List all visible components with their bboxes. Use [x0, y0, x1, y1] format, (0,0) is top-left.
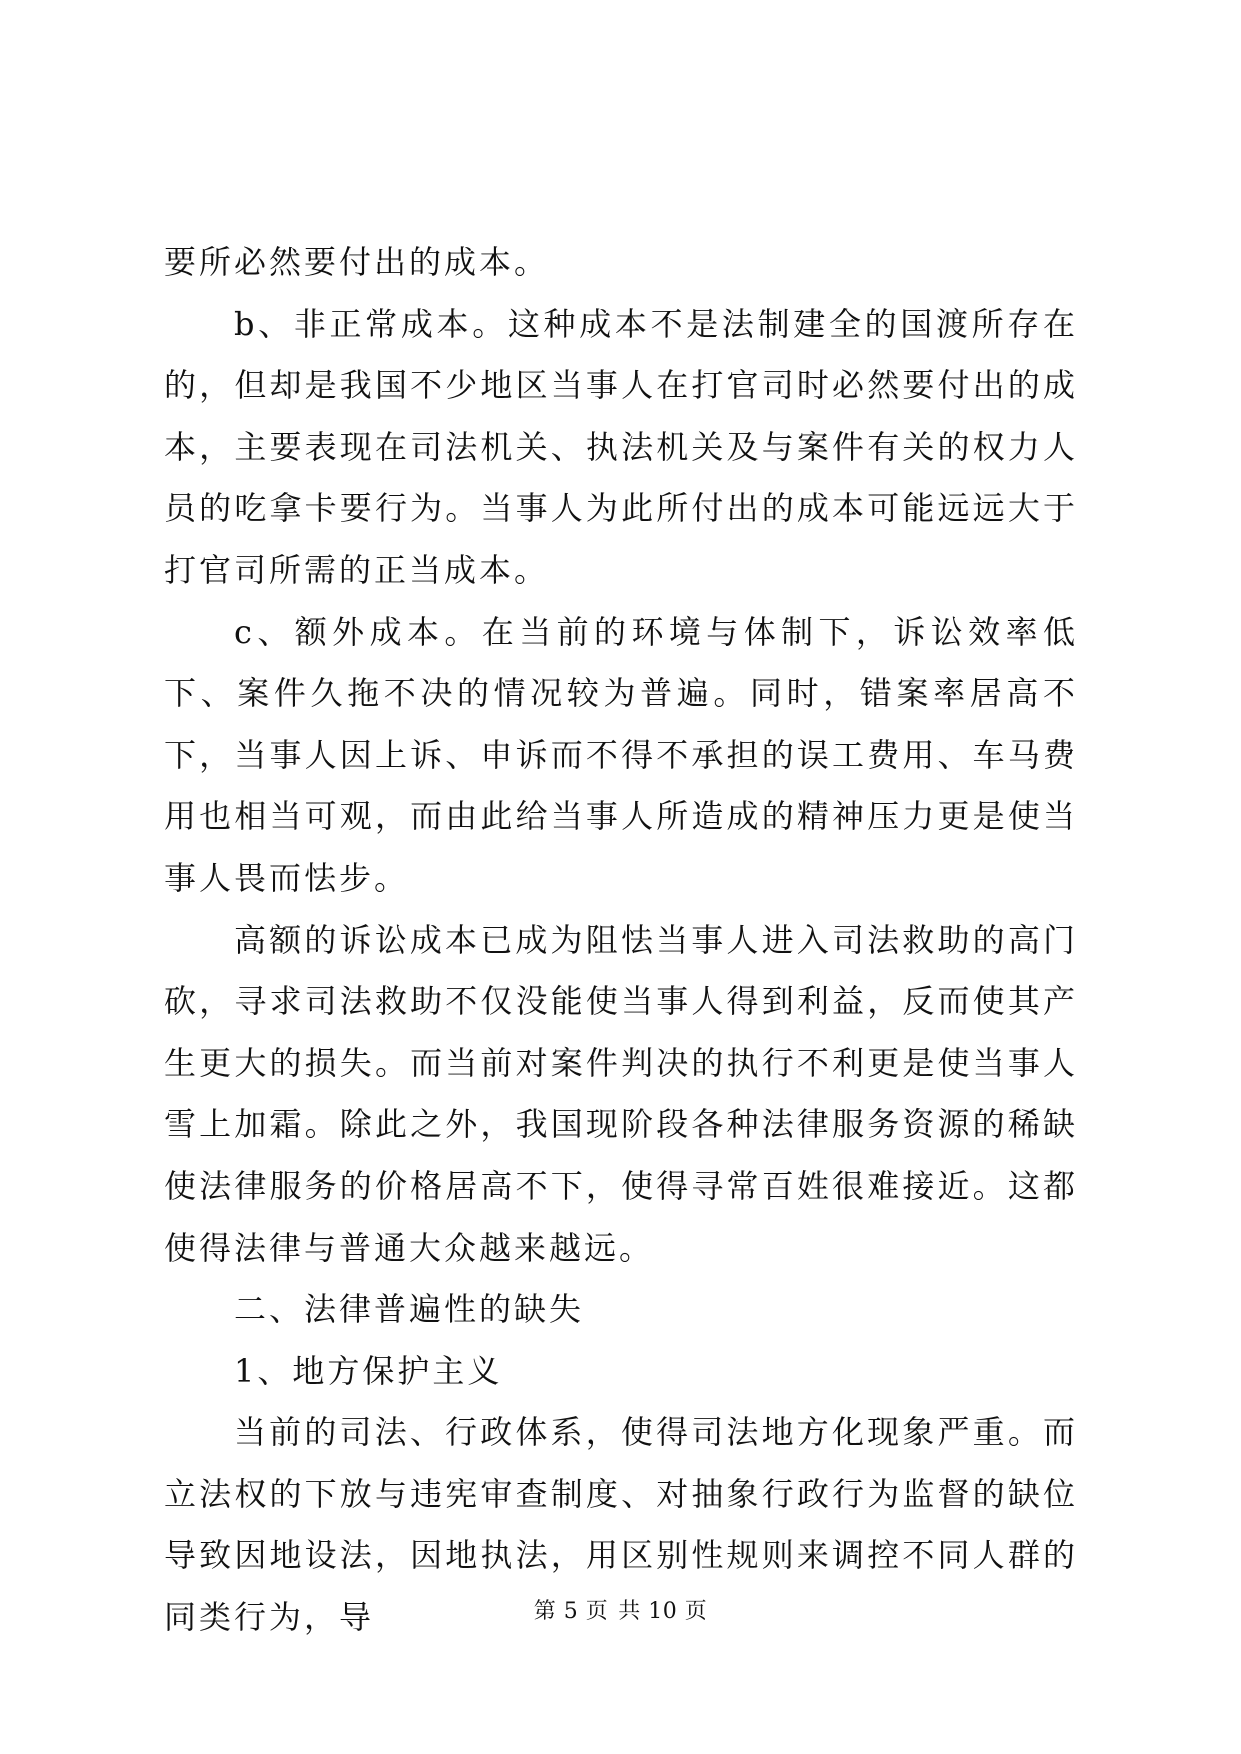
- paragraph-abnormal-cost: b、非正常成本。这种成本不是法制建全的国渡所存在的，但却是我国不少地区当事人在打官司时必然要付出的成本，主要表现在司法机关、执法机关及与案件有关的权力人员的吃拿卡要行为。当事人为此所付出的成本可能远远大于打官司所需的正当成本。: [164, 304, 1078, 589]
- page-footer: [0, 1598, 1241, 1626]
- paragraph-extra-cost: c、额外成本。在当前的环境与体制下，诉讼效率低下、案件久拖不决的情况较为普遍。同时，错案率居高不下，当事人因上诉、申诉而不得不承担的误工费用、车马费用也相当可观，而由此给当事人所造成的精神压力更是使当事人畏而怯步。: [164, 612, 1078, 897]
- subsection-heading: 1、地方保护主义: [234, 1351, 503, 1390]
- paragraph-continuation: 要所必然要付出的成本。: [164, 243, 550, 281]
- section-heading: 二、法律普遍性的缺失: [234, 1290, 585, 1329]
- document-body: [164, 232, 1078, 1649]
- paragraph-local-protectionism: 当前的司法、行政体系，使得司法地方化现象严重。而立法权的下放与违宪审查制度、对抽象行政行为监督的缺位导致因地设法，因地执法，用区别性规则来调控不同人群的同类行为，导: [164, 1413, 1078, 1637]
- page-number: 第 5 页: [533, 1599, 609, 1624]
- paragraph-high-litigation-cost: 高额的诉讼成本已成为阻怯当事人进入司法救助的高门砍，寻求司法救助不仅没能使当事人得到利益，反而使其产生更大的损失。而当前对案件判决的执行不利更是使当事人雪上加霜。除此之外，我国现阶段各种法律服务资源的稀缺使法律服务的价格居高不下，使得寻常百姓很难接近。这都使得法律与普通大众越来越远。: [164, 920, 1078, 1267]
- page-total: 共 10 页: [618, 1599, 708, 1624]
